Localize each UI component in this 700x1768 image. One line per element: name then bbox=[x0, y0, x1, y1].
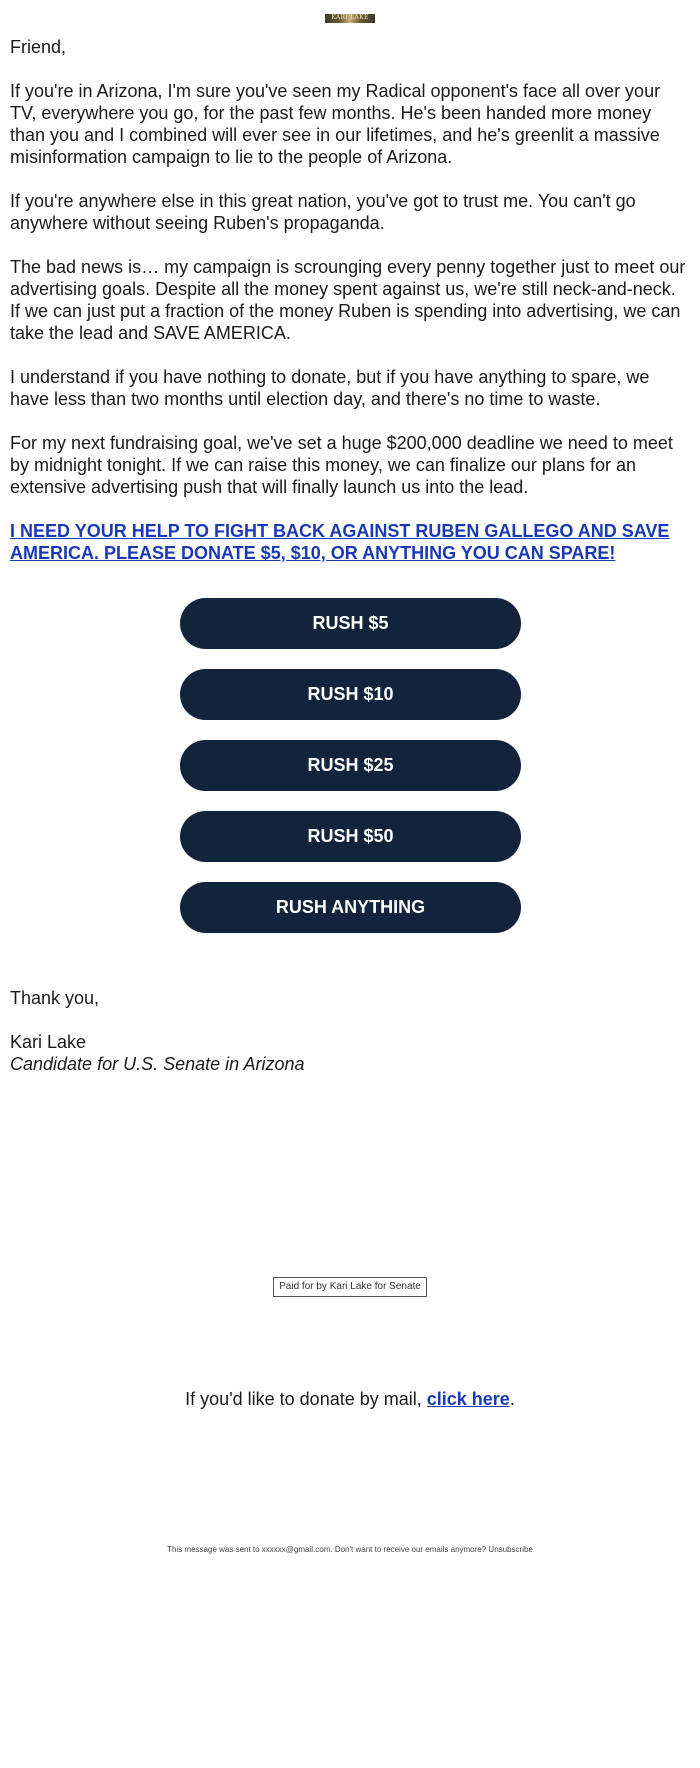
mail-suffix: . bbox=[509, 1389, 515, 1409]
donate-by-mail bbox=[0, 1388, 700, 1410]
signoff bbox=[10, 987, 305, 1075]
paragraph: The bad news is… my campaign is scrounging every penny together just to meet our advertising goals. Despite all the money spent against us, we're still neck-and-neck. If we can just put a fraction of the money Ruben is spending into advertising, we can take the lead and SAVE AMERICA. bbox=[10, 257, 686, 343]
donate-buttons bbox=[180, 598, 521, 953]
paragraph: If you're anywhere else in this great nation, you've got to trust me. You can't go anywhere without seeing Ruben's propaganda. bbox=[10, 191, 636, 233]
rush-50-button[interactable]: RUSH $50 bbox=[180, 811, 521, 862]
email-body bbox=[10, 36, 690, 564]
mail-prefix: If you'd like to donate by mail, bbox=[185, 1389, 427, 1409]
rush-10-button[interactable]: RUSH $10 bbox=[180, 669, 521, 720]
mail-click-here-link[interactable]: click here bbox=[426, 1389, 510, 1409]
signer-title: Candidate for U.S. Senate in Arizona bbox=[10, 1054, 305, 1074]
campaign-logo[interactable] bbox=[325, 14, 375, 23]
paragraph: If you're in Arizona, I'm sure you've seen my Radical opponent's face all over your TV, everywhere you go, for the past few months. He's been handed more money than you and I combined will ever see in our lifetimes, and he's greenlit a massive misinformation campaign to lie to the people of Arizona. bbox=[10, 81, 661, 167]
thanks-text: Thank you, bbox=[10, 988, 100, 1008]
paragraph: I understand if you have nothing to donate, but if you have anything to spare, we have less than two months until election day, and there's no time to waste. bbox=[10, 367, 650, 409]
paid-for-disclaimer bbox=[0, 1276, 700, 1297]
paid-for-box: Paid for by Kari Lake for Senate bbox=[273, 1277, 427, 1297]
rush-5-button[interactable]: RUSH $5 bbox=[180, 598, 521, 649]
greeting: Friend, bbox=[10, 37, 67, 57]
signer-name: Kari Lake bbox=[10, 1032, 87, 1052]
rush-25-button[interactable]: RUSH $25 bbox=[180, 740, 521, 791]
rush-anything-button[interactable]: RUSH ANYTHING bbox=[180, 882, 521, 933]
footer-notice[interactable]: This message was sent to xxxxxx@gmail.com. Don't want to receive our emails anymore? Unsubscribe bbox=[167, 1545, 533, 1554]
logo-text: KARI LAKE bbox=[331, 14, 369, 21]
header bbox=[0, 10, 700, 28]
paragraph: For my next fundraising goal, we've set a huge $200,000 deadline we need to meet by midnight tonight. If we can raise this money, we can finalize our plans for an extensive advertising push that will finally launch us into the lead. bbox=[10, 433, 673, 497]
donate-cta-link[interactable]: I NEED YOUR HELP TO FIGHT BACK AGAINST RUBEN GALLEGO AND SAVE AMERICA. PLEASE DONATE $5, $10, OR ANYTHING YOU CAN SPARE! bbox=[10, 521, 670, 563]
